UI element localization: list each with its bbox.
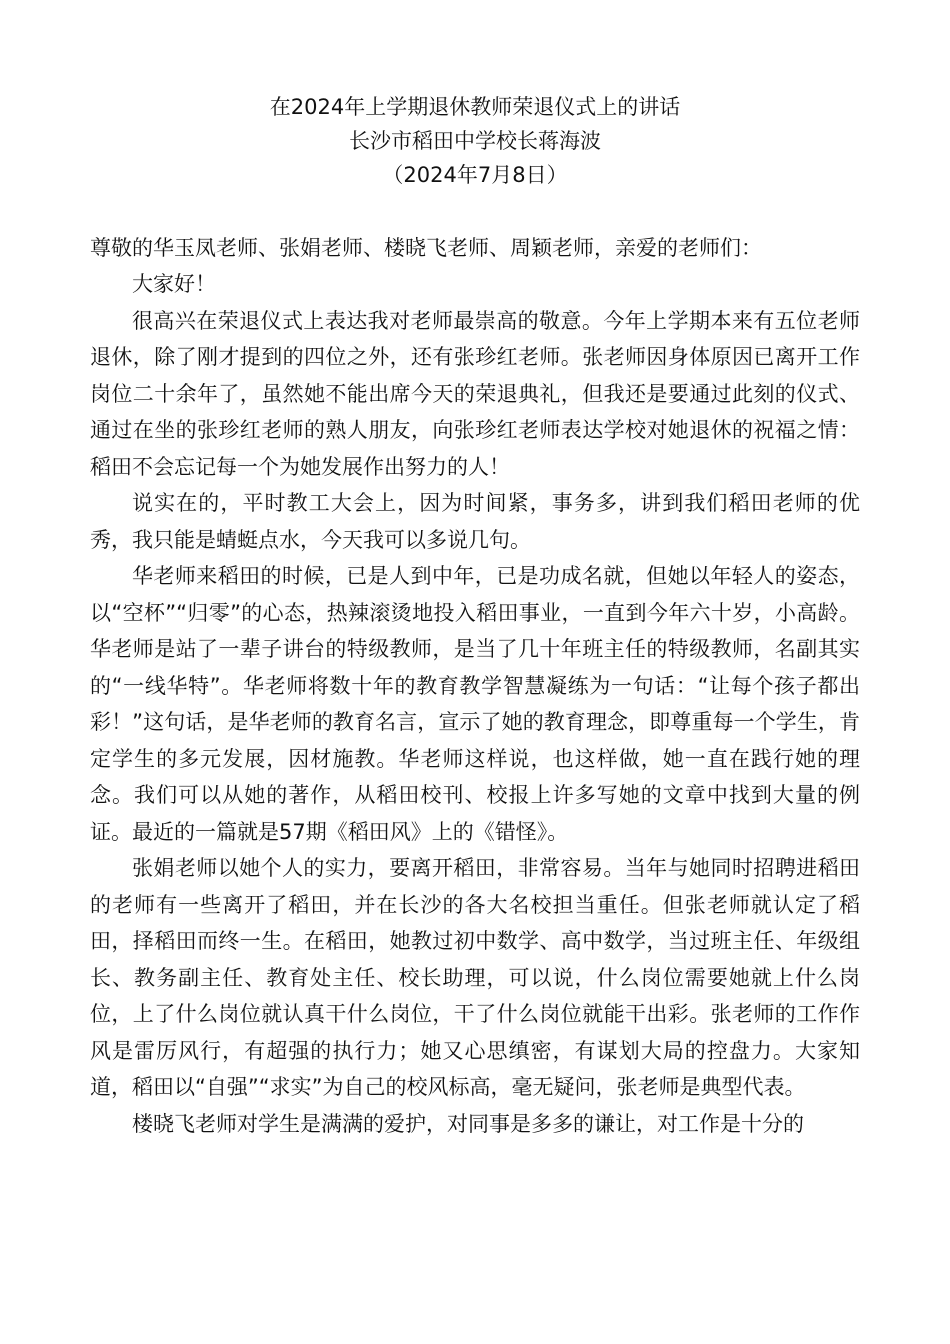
paragraph: 华老师来稻田的时候，已是人到中年，已是功成名就，但她以年轻人的姿态，以“空杯”“归零”的心态，热辣滚烫地投入稻田事业，一直到今年六十岁，小高龄。华老师是站了一辈子讲台的特级教师，是当了几十年班主任的特级教师，名副其实的“一线华特”。华老师将数十年的教育教学智慧凝练为一句话：“让每个孩子都出彩！”这句话，是华老师的教育名言，宣示了她的教育理念，即尊重每一个学生，肯定学生的多元发展，因材施教。华老师这样说，也这样做，她一直在践行她的理念。我们可以从她的著作，从稻田校刊、校报上许多写她的文章中找到大量的例证。最近的一篇就是57期《稻田风》上的《错怪》。 <box>90 564 860 844</box>
paragraph: 张娟老师以她个人的实力，要离开稻田，非常容易。当年与她同时招聘进稻田的老师有一些离开了稻田，并在长沙的各大名校担当重任。但张老师就认定了稻田，择稻田而终一生。在稻田，她教过初中数学、高中数学，当过班主任、年级组长、教务副主任、教育处主任、校长助理，可以说，什么岗位需要她就上什么岗位，上了什么岗位就认真干什么岗位，干了什么岗位就能干出彩。张老师的工作作风是雷厉风行，有超强的执行力；她又心思缜密，有谋划大局的控盘力。大家知道，稻田以“自强”“求实”为自己的校风标高，毫无疑问，张老师是典型代表。 <box>90 856 860 1099</box>
paragraph: 楼晓飞老师对学生是满满的爱护，对同事是多多的谦让，对工作是十分的 <box>132 1111 804 1136</box>
paragraph: 很高兴在荣退仪式上表达我对老师最崇高的敬意。今年上学期本来有五位老师退休，除了刚才提到的四位之外，还有张珍红老师。张老师因身体原因已离开工作岗位二十余年了，虽然她不能出席今天的荣退典礼，但我还是要通过此刻的仪式、通过在坐的张珍红老师的熟人朋友，向张珍红老师表达学校对她退休的祝福之情：稻田不会忘记每一个为她发展作出努力的人！ <box>90 308 860 479</box>
paragraph: 说实在的，平时教工大会上，因为时间紧，事务多，讲到我们稻田老师的优秀，我只能是蜻蜓点水，今天我可以多说几句。 <box>90 491 860 552</box>
date-line: （2024年7月8日） <box>382 163 568 187</box>
paragraph-greeting: 大家好！ <box>132 272 216 296</box>
salutation: 尊敬的华玉凤老师、张娟老师、楼晓飞老师、周颖老师，亲爱的老师们： <box>90 236 762 260</box>
document-page <box>90 90 860 1142</box>
header-block <box>90 90 860 192</box>
document-title: 在2024年上学期退休教师荣退仪式上的讲话 <box>269 95 681 119</box>
speaker-line: 长沙市稻田中学校长蒋海波 <box>349 129 601 153</box>
body-text <box>90 266 860 1142</box>
